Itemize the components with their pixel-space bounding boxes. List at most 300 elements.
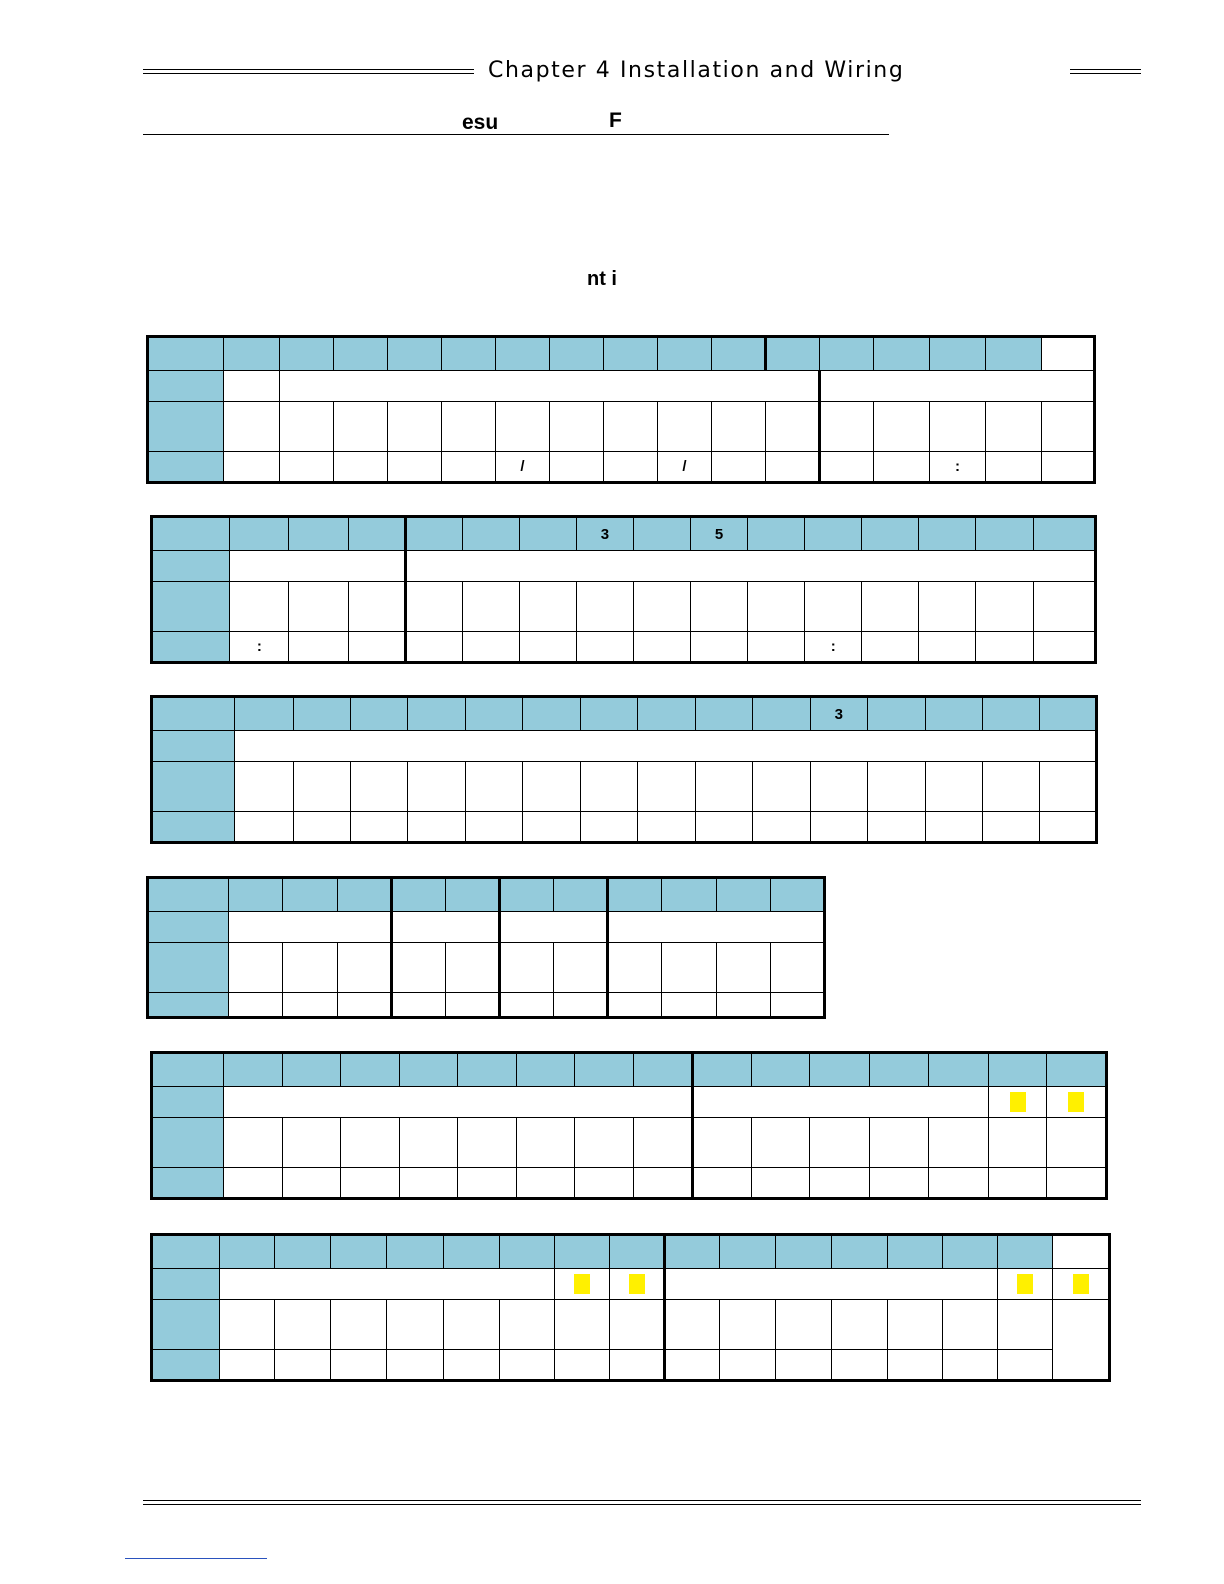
table-cell [555,1269,610,1300]
table-cell [748,632,805,663]
table-cell [519,582,576,632]
table-cell [283,943,337,993]
highlight-marker [629,1274,645,1294]
table-cell [604,337,658,371]
row-label [152,632,230,663]
table-cell [408,762,465,812]
table-cell [516,1168,574,1199]
table-cell [693,1118,751,1168]
table-cell [391,878,445,912]
table-cell [275,1350,331,1381]
register-table-2 [150,515,1097,664]
table-cell [1040,762,1097,812]
table-cell [810,1168,870,1199]
row-label [152,1269,220,1300]
table-row [148,878,825,912]
table-cell [575,1053,633,1087]
table-row [152,1168,1107,1199]
table-cell [229,878,283,912]
table-cell [442,452,496,483]
table-cell [500,1235,555,1269]
table-cell [874,337,930,371]
table-cell [832,1235,888,1269]
table-cell [555,1235,610,1269]
table-cell [658,337,712,371]
table-cell [691,582,748,632]
table-cell [776,1235,832,1269]
table-cell [462,632,519,663]
table-cell [224,402,280,452]
table-cell [986,337,1042,371]
table-cell [820,452,874,483]
table-cell [405,632,462,663]
table-cell [929,1053,989,1087]
table-cell [820,371,1095,402]
table-row [152,1350,1110,1381]
table-cell [405,582,462,632]
table-cell [608,878,662,912]
table-row [152,812,1097,843]
table-cell [230,517,289,551]
table-cell [408,812,465,843]
table-cell [919,582,976,632]
table-cell [519,517,576,551]
table-row [152,1269,1110,1300]
register-table-5 [150,1051,1108,1200]
table-cell [444,1300,500,1350]
table-cell [982,812,1039,843]
table-cell [554,878,608,912]
table-row [152,697,1097,731]
table-cell [230,551,405,582]
table-cell [770,993,824,1018]
table-cell [753,762,810,812]
table-cell [465,762,522,812]
table-cell [275,1235,331,1269]
table-cell [658,402,712,452]
table-cell [555,1300,610,1350]
table-cell [998,1235,1053,1269]
table-cell [988,1087,1046,1118]
table-cell [289,632,348,663]
table-cell [500,912,608,943]
table-cell [1040,697,1097,731]
table-cell [665,1235,720,1269]
table-cell [405,551,1095,582]
table-cell [693,1168,751,1199]
table-cell [988,1118,1046,1168]
table-cell [337,943,391,993]
table-cell [388,337,442,371]
table-cell [1033,517,1095,551]
row-label [152,1350,220,1381]
table-cell [720,1235,776,1269]
table-cell [289,517,348,551]
table-cell [500,1350,555,1381]
table-cell [919,517,976,551]
table-cell [986,402,1042,452]
table-cell [832,1300,888,1350]
table-cell [576,632,633,663]
table-cell [224,452,280,483]
table-cell [766,337,820,371]
table-cell [289,582,348,632]
table-cell [500,943,554,993]
colon-mark: : [930,452,986,483]
row-label [152,1118,224,1168]
table-cell [662,878,716,912]
table-cell [766,452,820,483]
table-cell [399,1168,457,1199]
table-cell [753,812,810,843]
table-cell [293,697,350,731]
table-cell [751,1053,809,1087]
table-row [148,452,1095,483]
table-cell [224,1053,282,1087]
table-cell [751,1168,809,1199]
table-cell [610,1269,665,1300]
table-row [152,762,1097,812]
table-cell [976,582,1033,632]
table-cell [748,582,805,632]
table-cell [633,1118,693,1168]
table-cell [293,812,350,843]
table-cell [874,402,930,452]
table-cell [523,697,580,731]
table-cell [523,812,580,843]
table-cell [387,1300,444,1350]
title-underline [143,134,889,135]
table-cell [235,812,294,843]
row-label [152,551,230,582]
footer-rule [143,1500,1141,1505]
table-cell [337,878,391,912]
table-cell [862,582,919,632]
table-cell [348,582,405,632]
table-cell [152,1235,220,1269]
table-row [152,1300,1110,1350]
table-cell [496,337,550,371]
table-cell [998,1300,1053,1350]
table-cell [235,762,294,812]
table-cell [331,1235,387,1269]
table-cell [930,402,986,452]
footer-link-underline [125,1558,267,1559]
table-cell [388,452,442,483]
table-cell [930,337,986,371]
table-row [152,1235,1110,1269]
table-cell [810,1118,870,1168]
table-cell [748,517,805,551]
table-cell [235,731,1097,762]
table-cell [1047,1118,1107,1168]
table-cell [152,1053,224,1087]
table-cell [929,1118,989,1168]
table-cell [408,697,465,731]
table-cell [604,402,658,452]
table-cell [282,1118,340,1168]
table-row [152,1053,1107,1087]
table-cell [341,1168,399,1199]
table-cell [805,517,862,551]
table-cell [862,517,919,551]
table-cell [776,1300,832,1350]
table-cell [445,878,499,912]
row-label [148,402,224,452]
table-cell [770,878,824,912]
table-cell [988,1168,1046,1199]
table-cell [925,762,982,812]
table-cell [280,402,334,452]
highlight-marker [574,1274,590,1294]
table-cell [275,1300,331,1350]
table-cell [712,402,766,452]
table-cell [770,943,824,993]
row-label [152,731,235,762]
divider-mark: / [658,452,712,483]
table-cell [1047,1168,1107,1199]
table-cell [712,452,766,483]
table-cell [998,1350,1053,1381]
table-row [152,1087,1107,1118]
table-cell [334,337,388,371]
table-cell [633,582,690,632]
table-cell [810,812,867,843]
table-cell [554,993,608,1018]
table-cell [610,1350,665,1381]
register-table-4 [146,876,826,1019]
row-label [148,912,229,943]
table-cell [283,993,337,1018]
table-row [148,943,825,993]
table-cell [943,1350,998,1381]
colon-mark: : [805,632,862,663]
table-cell [716,993,770,1018]
table-cell [516,1118,574,1168]
row-label [152,812,235,843]
table-cell [580,697,637,731]
table-cell [519,632,576,663]
table-cell [633,517,690,551]
table-cell [982,762,1039,812]
table-cell [982,697,1039,731]
table-cell [1042,452,1095,483]
table-cell [1033,582,1095,632]
table-cell [633,632,690,663]
row-label [152,582,230,632]
table-cell [753,697,810,731]
header-rule-left [143,69,474,74]
table-cell [832,1350,888,1381]
table-cell [720,1300,776,1350]
table-cell [925,812,982,843]
table-cell [387,1350,444,1381]
table-cell [350,697,407,731]
header-rule-right [1070,69,1141,74]
table-cell [820,337,874,371]
table-cell [391,943,445,993]
table-cell [820,402,874,452]
table-cell [695,762,752,812]
table-cell [550,337,604,371]
table-cell [282,1168,340,1199]
row-label [148,452,224,483]
table-cell [869,1118,929,1168]
table-cell [608,943,662,993]
table-cell [610,1300,665,1350]
table-cell [334,452,388,483]
table-cell [220,1350,275,1381]
table-cell [604,452,658,483]
highlight-marker [1010,1092,1026,1112]
table-cell [348,632,405,663]
table-cell [224,1087,693,1118]
table-cell [1053,1269,1110,1300]
table-cell [665,1300,720,1350]
row-label [152,1087,224,1118]
table-cell [810,1053,870,1087]
table-cell [283,878,337,912]
table-cell [337,993,391,1018]
table-cell [500,993,554,1018]
table-cell [580,762,637,812]
table-cell [888,1300,943,1350]
table-cell [805,582,862,632]
table-cell [633,1053,693,1087]
table-cell [282,1053,340,1087]
table-cell [550,452,604,483]
table-cell [943,1235,998,1269]
table-cell [148,878,229,912]
table-row [152,731,1097,762]
table-cell [391,912,499,943]
table-cell [665,1269,998,1300]
table-cell [442,337,496,371]
table-cell [1040,812,1097,843]
table-row [148,337,1095,371]
table-cell [638,697,695,731]
table-cell [554,943,608,993]
table-cell [444,1350,500,1381]
table-row [148,912,825,943]
table-cell [220,1235,275,1269]
table-cell [716,878,770,912]
table-row [148,402,1095,452]
table-cell [500,1300,555,1350]
table-cell [695,697,752,731]
table-cell [224,337,280,371]
row-label [152,1168,224,1199]
title-fragment-2: F [609,109,622,132]
row-label [148,371,224,402]
bit-number: 3 [810,697,867,731]
table-cell [751,1118,809,1168]
table-cell [1047,1087,1107,1118]
table-cell [331,1350,387,1381]
table-cell [462,582,519,632]
table-cell [516,1053,574,1087]
table-cell [280,337,334,371]
table-cell [862,632,919,663]
table-cell [1047,1053,1107,1087]
table-cell [500,878,554,912]
divider-mark: / [496,452,550,483]
table-cell [280,371,820,402]
table-cell [576,582,633,632]
table-cell [388,402,442,452]
table-cell [341,1053,399,1087]
table-cell [445,943,499,993]
table-cell [874,452,930,483]
row-label [152,1300,220,1350]
table-cell [555,1350,610,1381]
table-row [152,517,1096,551]
table-cell [224,1118,282,1168]
table-cell [399,1118,457,1168]
table-cell [152,517,230,551]
colon-mark: : [230,632,289,663]
table-cell [458,1118,516,1168]
table-cell [998,1269,1053,1300]
table-row [152,632,1096,663]
row-label [152,762,235,812]
table-cell [608,993,662,1018]
title-fragment-3: nt i [587,268,617,290]
table-cell [988,1053,1046,1087]
table-cell [662,993,716,1018]
table-cell [888,1350,943,1381]
bit-number: 3 [576,517,633,551]
table-cell [350,812,407,843]
table-cell [293,762,350,812]
table-cell [693,1053,751,1087]
table-cell [695,812,752,843]
table-cell [387,1235,444,1269]
table-cell [458,1053,516,1087]
table-row [148,371,1095,402]
table-cell [229,993,283,1018]
table-cell [929,1168,989,1199]
table-cell [776,1350,832,1381]
table-cell [341,1118,399,1168]
table-cell [224,371,280,402]
register-table-1 [146,335,1096,484]
table-cell [976,517,1033,551]
bit-number: 5 [691,517,748,551]
highlight-marker [1073,1274,1089,1294]
table-cell [220,1269,555,1300]
table-cell [152,697,235,731]
table-cell [465,697,522,731]
table-cell [810,762,867,812]
table-cell [235,697,294,731]
table-cell [224,1168,282,1199]
table-cell [919,632,976,663]
table-cell [868,762,925,812]
table-cell [331,1300,387,1350]
title-fragment-1: esu [462,111,499,134]
table-cell [229,943,283,993]
table-cell [391,993,445,1018]
table-cell [1042,402,1095,452]
table-cell [720,1350,776,1381]
table-cell [229,912,391,943]
table-cell [662,943,716,993]
table-cell [608,912,825,943]
table-cell [986,452,1042,483]
table-cell [444,1235,500,1269]
table-cell [691,632,748,663]
